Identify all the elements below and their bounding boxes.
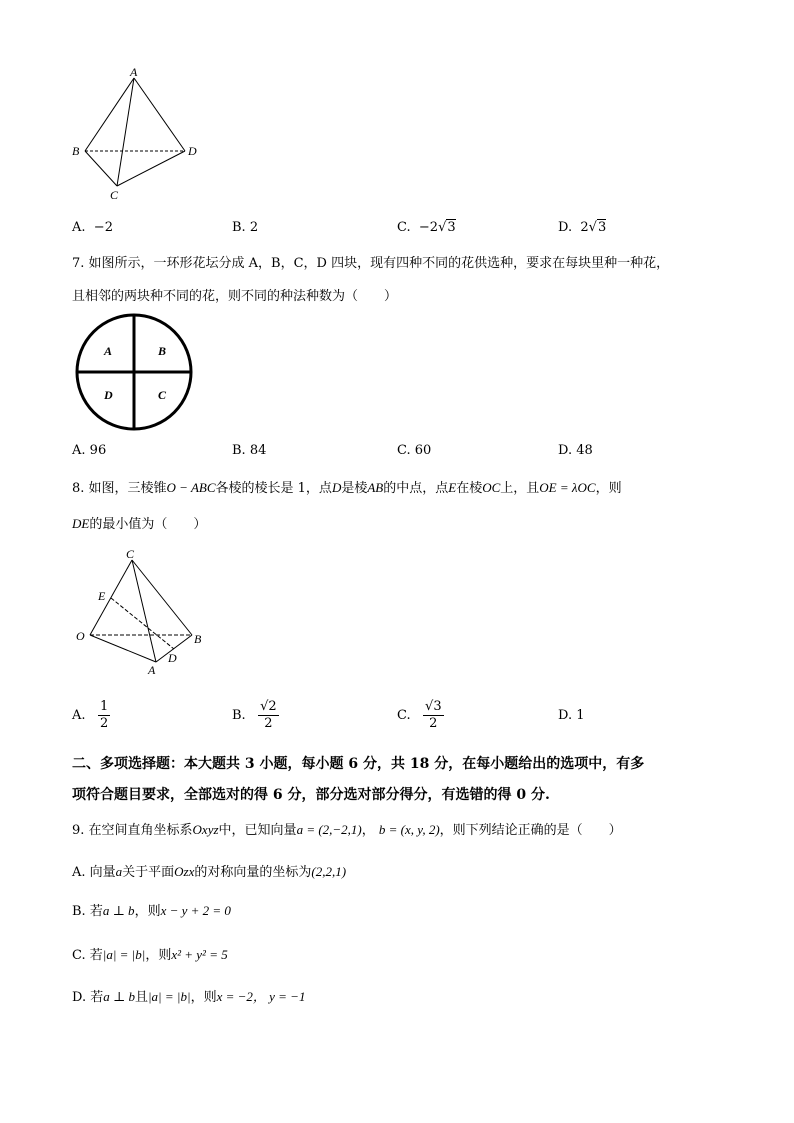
q6-option-a: A. −2 [72, 220, 113, 235]
tetrahedron-figure-q8 [70, 546, 210, 681]
q8-option-b: B. $\frac{√2}{2}$ [232, 699, 277, 731]
q9-stem: 9. 在空间直角坐标系Oxyz中，已知向量a = (2,−2,1)， b = (x, y, 2)，则下列结论正确的是（ ） [72, 822, 622, 838]
label-O: O [76, 629, 85, 643]
label-D: D [168, 651, 177, 665]
tetrahedron-figure-q6 [68, 64, 208, 204]
q9-option-c: C. 若|a| = |b|，则x² + y² = 5 [72, 947, 228, 963]
q7-option-d: D. 48 [558, 443, 593, 458]
q9-option-a: A. 向量a关于平面Ozx的对称向量的坐标为(2,2,1) [72, 864, 347, 880]
q7-option-b: B. 84 [232, 443, 267, 458]
q7-stem-line1: 7. 如图所示，一环形花坛分成 A，B，C，D 四块，现有四种不同的花供选种，要求在每块里种一种花， [72, 256, 670, 271]
q8-stem-line1: 8. 如图，三棱锥O − ABC各棱的棱长是 1，点D是棱AB的中点，点E在棱OC上，且OE = λOC，则 [72, 480, 622, 496]
q8-option-a: A. $\frac{1}{2}$ [72, 699, 109, 731]
region-C: C [158, 388, 167, 402]
q8-stem-line2: DE的最小值为（ ） [72, 516, 207, 532]
q7-option-c: C. 60 [397, 443, 432, 458]
q7-stem-line2: 且相邻的两块种不同的花，则不同的种法种数为（ ） [72, 289, 398, 304]
label-B: B [72, 144, 80, 158]
q6-option-d: D. 2√3 [558, 220, 607, 235]
q9-option-d: D. 若a ⊥ b且|a| = |b|，则x = −2， y = −1 [72, 989, 306, 1005]
section2-line1: 二、多项选择题：本大题共 3 小题，每小题 6 分，共 18 分，在每小题给出的选项中，有多 [72, 756, 645, 772]
label-D: D [188, 144, 197, 158]
label-E: E [98, 589, 106, 603]
region-D: D [104, 388, 113, 402]
q8-option-d: D. 1 [558, 708, 585, 723]
label-C: C [110, 188, 119, 202]
label-A: A [148, 663, 156, 677]
q7-option-a: A. 96 [72, 443, 107, 458]
q6-option-b: B. 2 [232, 220, 259, 235]
q6-option-c: C. −2√3 [397, 220, 456, 235]
label-C: C [126, 547, 135, 561]
section2-line2: 项符合题目要求，全部选对的得 6 分，部分选对部分得分，有选错的得 0 分. [72, 787, 550, 803]
q9-option-b: B. 若a ⊥ b，则x − y + 2 = 0 [72, 903, 231, 919]
region-B: B [158, 344, 167, 358]
label-A: A [130, 65, 138, 79]
label-B: B [194, 632, 202, 646]
q8-option-c: C. $\frac{√3}{2}$ [397, 699, 442, 731]
region-A: A [104, 344, 113, 358]
flowerbed-figure-q7 [74, 313, 194, 431]
